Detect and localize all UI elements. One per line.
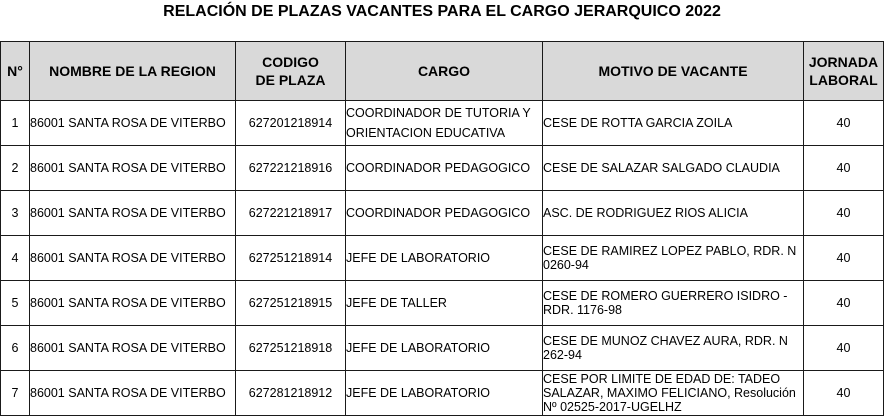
cell-jornada: 40 (804, 281, 884, 326)
header-region: NOMBRE DE LA REGION (30, 42, 236, 101)
cell-jornada: 40 (804, 146, 884, 191)
cell-region: 86001 SANTA ROSA DE VITERBO (30, 281, 236, 326)
cell-num: 3 (1, 191, 30, 236)
cell-region: 86001 SANTA ROSA DE VITERBO (30, 236, 236, 281)
header-jornada-line1: JORNADA (808, 54, 879, 70)
page-title: RELACIÓN DE PLAZAS VACANTES PARA EL CARGO JERARQUICO 2022 (163, 3, 721, 20)
cell-codigo: 627251218914 (236, 236, 346, 281)
cell-motivo: CESE DE ROMERO GUERRERO ISIDRO - RDR. 1176-98 (543, 281, 804, 326)
table-row (1, 146, 884, 191)
cell-codigo: 627221218916 (236, 146, 346, 191)
header-codigo-line1: CODIGO (262, 54, 319, 70)
header-jornada (804, 42, 884, 101)
cell-jornada: 40 (804, 101, 884, 146)
table-row (1, 371, 884, 416)
cell-region: 86001 SANTA ROSA DE VITERBO (30, 326, 236, 371)
cell-motivo: CESE DE MUNOZ CHAVEZ AURA, RDR. N 262-94 (543, 326, 804, 371)
header-motivo: MOTIVO DE VACANTE (543, 42, 804, 101)
cell-cargo: JEFE DE LABORATORIO (346, 371, 543, 416)
cell-jornada: 40 (804, 326, 884, 371)
header-codigo-line2: DE PLAZA (255, 72, 326, 88)
cell-region: 86001 SANTA ROSA DE VITERBO (30, 146, 236, 191)
cell-num: 6 (1, 326, 30, 371)
cell-cargo: JEFE DE TALLER (346, 281, 543, 326)
cell-cargo: COORDINADOR DE TUTORIA Y ORIENTACION EDUCATIVA (346, 101, 543, 146)
table-header-row (1, 42, 884, 101)
header-jornada-line2: LABORAL (809, 72, 878, 88)
table-row (1, 281, 884, 326)
cell-cargo: COORDINADOR PEDAGOGICO (346, 191, 543, 236)
cell-num: 4 (1, 236, 30, 281)
cell-cargo: JEFE DE LABORATORIO (346, 326, 543, 371)
vacancies-table (0, 41, 884, 416)
cell-codigo: 627221218917 (236, 191, 346, 236)
cell-codigo: 627201218914 (236, 101, 346, 146)
cell-motivo: ASC. DE RODRIGUEZ RIOS ALICIA (543, 191, 804, 236)
cell-codigo: 627251218915 (236, 281, 346, 326)
header-cargo: CARGO (346, 42, 543, 101)
cell-motivo: CESE DE ROTTA GARCIA ZOILA (543, 101, 804, 146)
table-row (1, 326, 884, 371)
table-row (1, 191, 884, 236)
table-row (1, 101, 884, 146)
cell-jornada: 40 (804, 236, 884, 281)
header-num: N° (1, 42, 30, 101)
cell-cargo: JEFE DE LABORATORIO (346, 236, 543, 281)
cell-region: 86001 SANTA ROSA DE VITERBO (30, 371, 236, 416)
cell-motivo: CESE DE RAMIREZ LOPEZ PABLO, RDR. N 0260-94 (543, 236, 804, 281)
table-body (1, 101, 884, 416)
cell-region: 86001 SANTA ROSA DE VITERBO (30, 101, 236, 146)
cell-num: 5 (1, 281, 30, 326)
cell-cargo: COORDINADOR PEDAGOGICO (346, 146, 543, 191)
cell-motivo: CESE POR LIMITE DE EDAD DE: TADEO SALAZAR, MAXIMO FELICIANO, Resolución Nº 02525-2017-UGELHZ (543, 371, 804, 416)
header-codigo (236, 42, 346, 101)
cell-codigo: 627251218918 (236, 326, 346, 371)
table-row (1, 236, 884, 281)
cell-codigo: 627281218912 (236, 371, 346, 416)
cell-jornada: 40 (804, 371, 884, 416)
cell-jornada: 40 (804, 191, 884, 236)
cell-num: 2 (1, 146, 30, 191)
cell-region: 86001 SANTA ROSA DE VITERBO (30, 191, 236, 236)
cell-motivo: CESE DE SALAZAR SALGADO CLAUDIA (543, 146, 804, 191)
cell-num: 7 (1, 371, 30, 416)
cell-num: 1 (1, 101, 30, 146)
